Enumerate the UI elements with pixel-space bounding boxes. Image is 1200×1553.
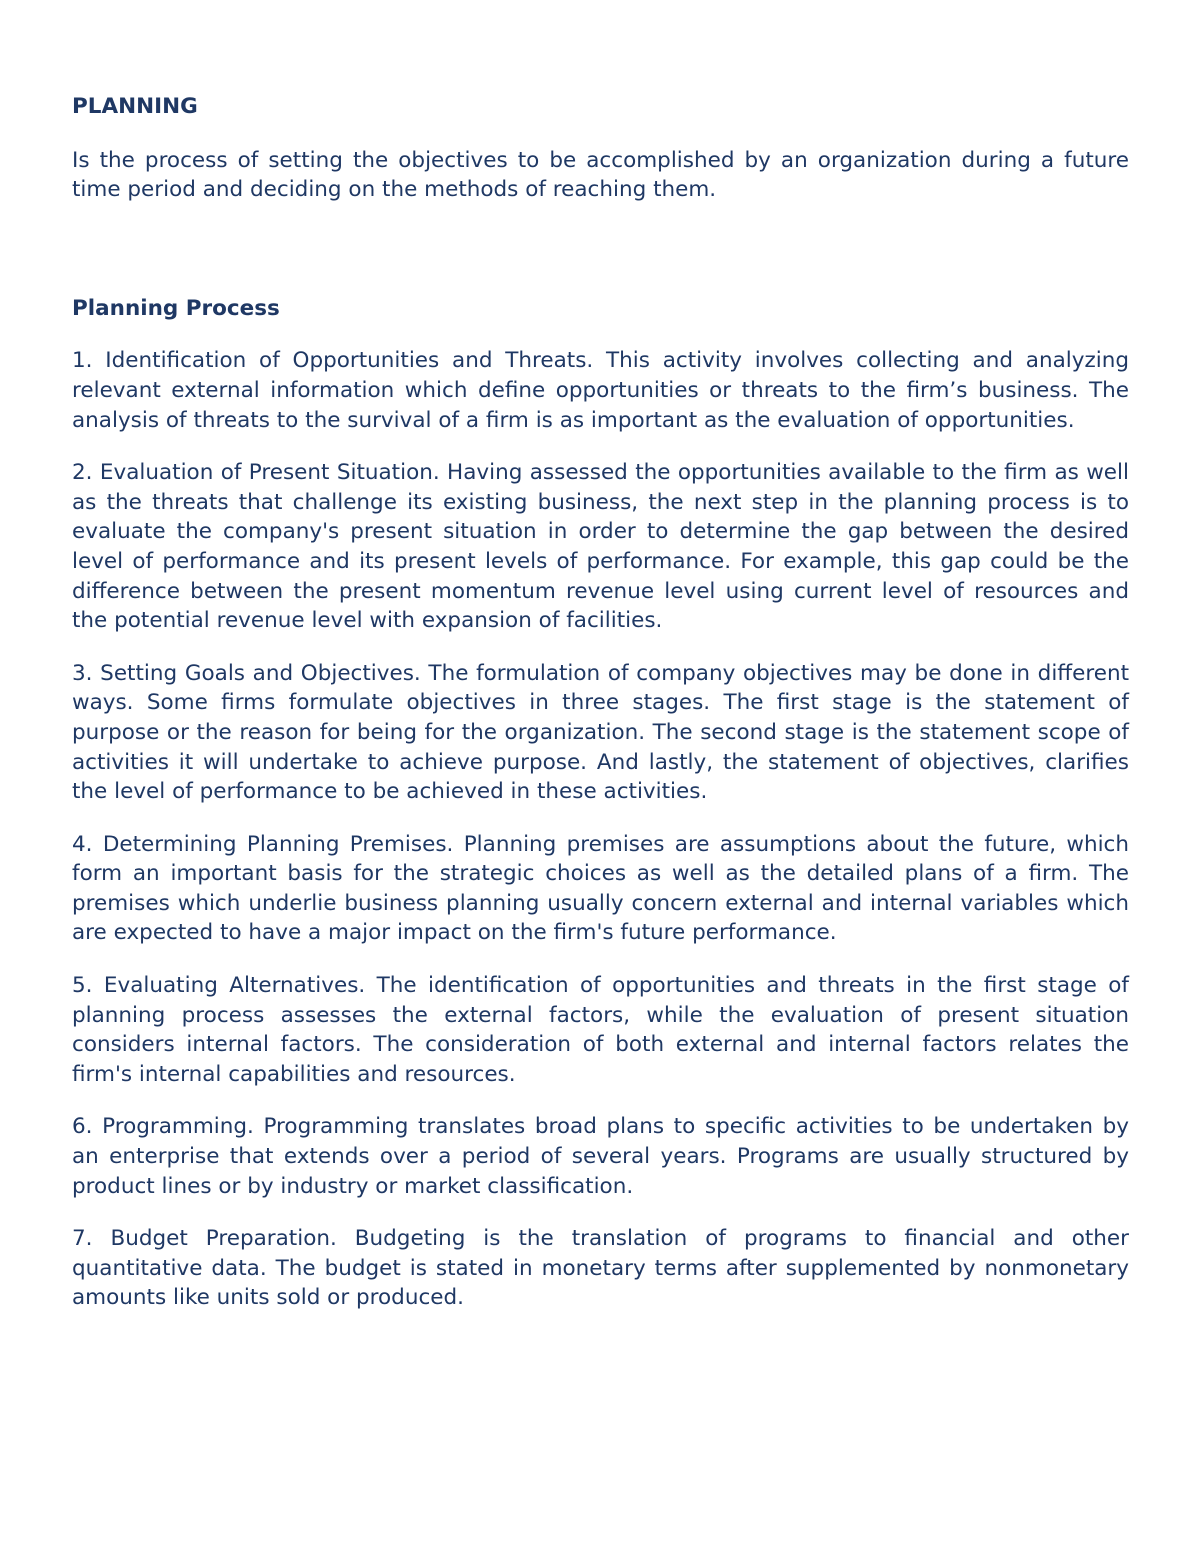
- section-heading: Planning Process: [72, 295, 280, 321]
- step-6-paragraph: 6. Programming. Programming translates broad plans to specific activities to be undertaken by an enterprise that extends over a period of several years. Programs are usually structured by product lines or by industry or market classification.: [72, 1114, 1129, 1199]
- page-title: PLANNING: [72, 94, 198, 119]
- step-4-paragraph: 4. Determining Planning Premises. Planning premises are assumptions about the future, which form an important basis for the strategic choices as well as the detailed plans of a firm. The premises which underlie business planning usually concern external and internal variables which are expected to have a major impact on the firm's future performance.: [72, 831, 1129, 946]
- step-5-paragraph: 5. Evaluating Alternatives. The identification of opportunities and threats in the first stage of planning process assesses the external factors, while the evaluation of present situation considers internal factors. The consideration of both external and internal factors relates the firm's internal capabilities and resources.: [72, 973, 1129, 1087]
- step-3-paragraph: 3. Setting Goals and Objectives. The formulation of company objectives may be done in different ways. Some firms formulate objectives in three stages. The first stage is the statement of purpose or the reason for being for the organization. The second stage is the statement scope of activities it will undertake to achieve purpose. And lastly, the statement of objectives, clarifies the level of performance to be achieved in these activities.: [72, 660, 1129, 805]
- step-1-paragraph: 1. Identification of Opportunities and Threats. This activity involves collecting and analyzing relevant external information which define opportunities or threats to the firm’s business. The analysis of threats to the survival of a firm is as important as the evaluation of opportunities.: [72, 348, 1129, 433]
- document-page: [72, 92, 1129, 1336]
- step-7-paragraph: 7. Budget Preparation. Budgeting is the translation of programs to financial and other quantitative data. The budget is stated in monetary terms after supplemented by nonmonetary amounts like units sold or produced.: [72, 1226, 1129, 1311]
- definition-paragraph: Is the process of setting the objectives to be accomplished by an organization during a future time period and deciding on the methods of reaching them.: [72, 147, 1129, 203]
- step-2-paragraph: 2. Evaluation of Present Situation. Having assessed the opportunities available to the firm as well as the threats that challenge its existing business, the next step in the planning process is to evaluate the company's present situation in order to determine the gap between the desired level of performance and its present levels of performance. For example, this gap could be the difference between the present momentum revenue level using current level of resources and the potential revenue level with expansion of facilities.: [72, 460, 1129, 634]
